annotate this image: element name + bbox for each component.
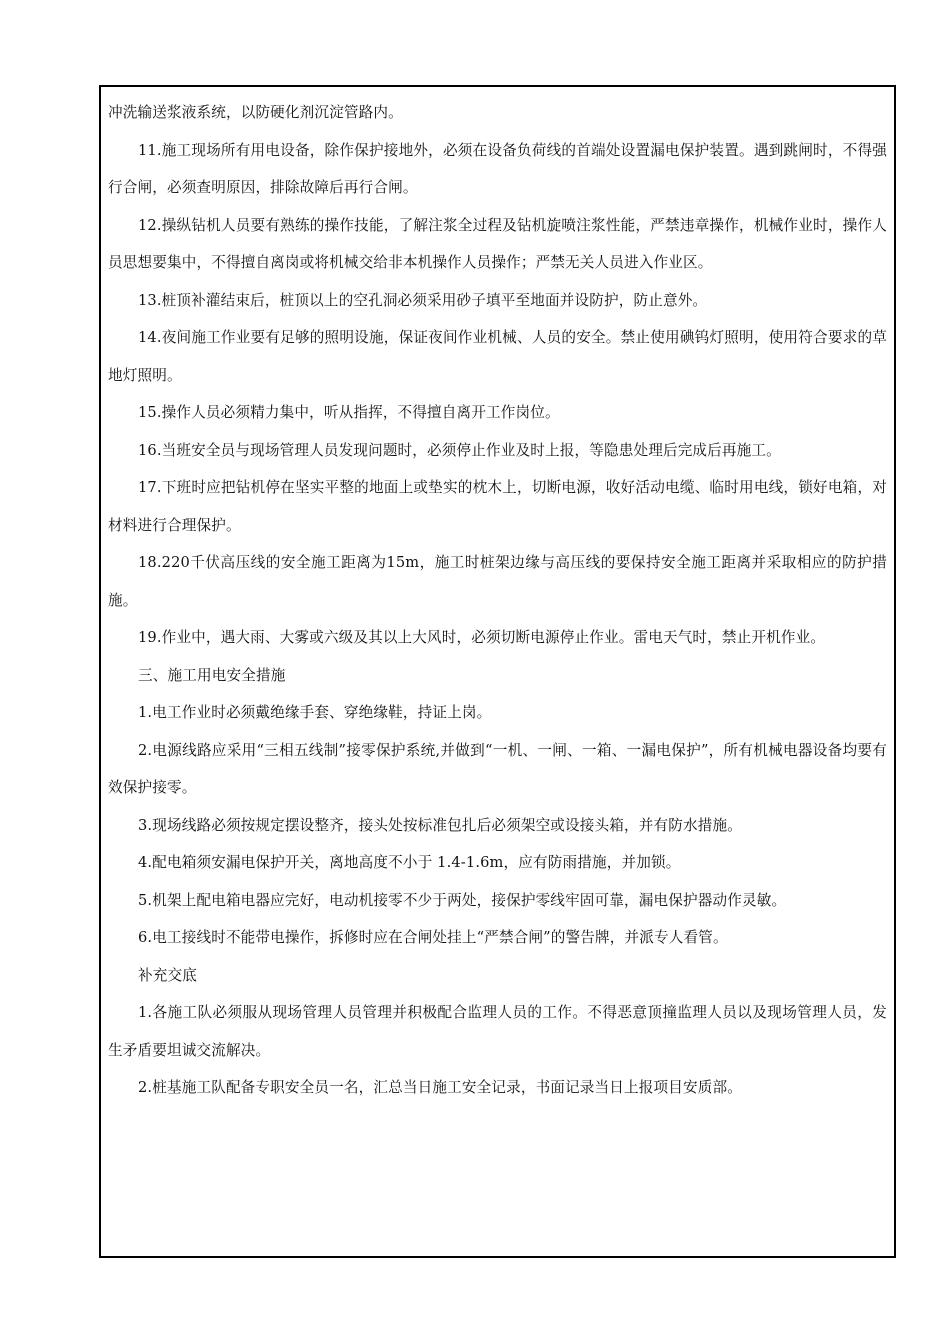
list-item: 19.作业中，遇大雨、大雾或六级及其以上大风时，必须切断电源停止作业。雷电天气时，禁止开机作业。 [138,629,826,646]
list-item: 5.机架上配电箱电器应完好，电动机接零不少于两处，接保护零线牢固可靠，漏电保护器动作灵敏。 [138,891,787,909]
list-item: 12.操纵钻机人员要有熟练的操作技能，了解注浆全过程及钻机旋喷注浆性能，严禁违章操作，机械作业时，操作人员思想要集中，不得擅自离岗或将机械交给非本机操作人员操作；严禁无关人员进入作业区。 [108,216,887,271]
list-item: 6.电工接线时不能带电操作，拆修时应在合闸处挂上“严禁合闸”的警告牌，并派专人看管。 [138,929,728,946]
continuation-paragraph: 冲洗输送浆液系统，以防硬化剂沉淀管路内。 [108,104,403,121]
document-body [108,94,887,1107]
list-item: 17.下班时应把钻机停在坚实平整的地面上或垫实的枕木上，切断电源，收好活动电缆、临时用电线，锁好电箱，对材料进行合理保护。 [108,479,887,534]
document-frame [99,85,896,1258]
section-heading-supplement: 补充交底 [138,966,197,984]
section-heading-electrical-safety: 三、施工用电安全措施 [138,666,286,684]
list-item: 4.配电箱须安漏电保护开关，离地高度不小于 1.4-1.6m，应有防雨措施，并加锁。 [138,854,681,871]
list-item: 3.现场线路必须按规定摆设整齐，接头处按标准包扎后必须架空或设接头箱，并有防水措施。 [138,816,742,834]
list-item: 1.各施工队必须服从现场管理人员管理并积极配合监理人员的工作。不得恶意顶撞监理人员以及现场管理人员，发生矛盾要坦诚交流解决。 [108,1004,887,1059]
list-item: 18.220千伏高压线的安全施工距离为15m，施工时桩架边缘与高压线的要保持安全施工距离并采取相应的防护措施。 [108,554,887,609]
list-item: 15.操作人员必须精力集中，听从指挥，不得擅自离开工作岗位。 [138,404,560,421]
list-item: 1.电工作业时必须戴绝缘手套、穿绝缘鞋，持证上岗。 [138,704,492,721]
list-item: 16.当班安全员与现场管理人员发现问题时，必须停止作业及时上报，等隐患处理后完成后再施工。 [138,441,781,459]
list-item: 14.夜间施工作业要有足够的照明设施，保证夜间作业机械、人员的安全。禁止使用碘钨灯照明，使用符合要求的草地灯照明。 [108,329,887,384]
list-item: 11.施工现场所有用电设备，除作保护接地外，必须在设备负荷线的首端处设置漏电保护装置。遇到跳闸时，不得强行合闸，必须查明原因，排除故障后再行合闸。 [108,141,887,196]
list-item: 2.桩基施工队配备专职安全员一名，汇总当日施工安全记录，书面记录当日上报项目安质部。 [138,1079,742,1096]
list-item: 13.桩顶补灌结束后，桩顶以上的空孔洞必须采用砂子填平至地面并设防护，防止意外。 [138,291,708,309]
list-item: 2.电源线路应采用“三相五线制”接零保护系统,并做到“一机、一闸、一箱、一漏电保护”，所有机械电器设备均要有效保护接零。 [108,741,887,796]
